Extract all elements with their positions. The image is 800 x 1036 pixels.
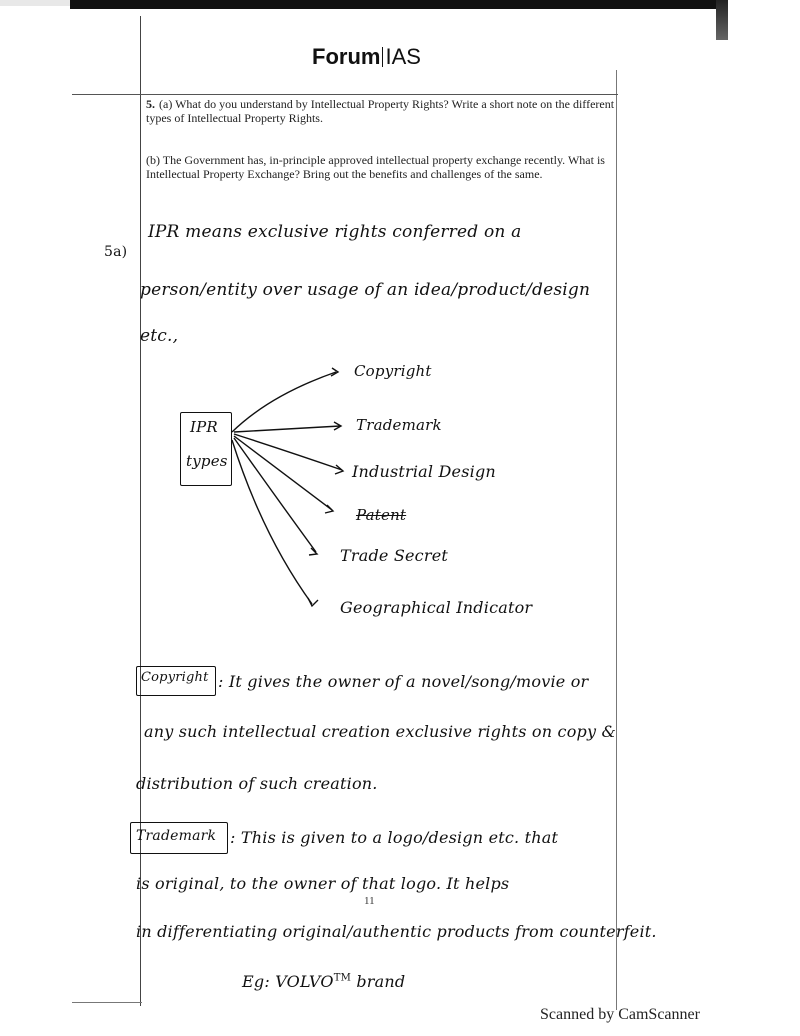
arrow-industrial-design: [234, 434, 342, 470]
arrow-trade-secret: [234, 438, 316, 552]
ipr-box-label: IPR: [190, 418, 218, 436]
type-trade-secret: Trade Secret: [340, 546, 448, 565]
page-number: 11: [364, 895, 375, 907]
arrow-copyright: [232, 372, 336, 432]
type-industrial-design: Industrial Design: [352, 462, 496, 481]
copyright-text-2: any such intellectual creation exclusive rights on copy &: [144, 722, 616, 741]
trademark-example: Eg: VOLVO™ brand: [242, 972, 406, 991]
trademark-text-3: in differentiating original/authentic products from counterfeit.: [136, 922, 657, 941]
question-part-b: (b) The Government has, in-principle approved intellectual property exchange recently. What is Intellectual Property Exchange? Bring out the benefits and challenges of the same.: [146, 153, 605, 181]
type-geographical-indicator: Geographical Indicator: [340, 598, 533, 617]
forumias-logo: Forum IAS: [312, 44, 421, 69]
arrow-patent: [234, 436, 332, 510]
copyright-text-3: distribution of such creation.: [136, 774, 378, 793]
answer-line-1: IPR means exclusive rights conferred on a: [148, 222, 522, 242]
trademark-text-2: is original, to the owner of that logo. It helps: [136, 874, 510, 893]
margin-label: 5a): [104, 244, 128, 260]
question-part-a: 5. (a) What do you understand by Intellectual Property Rights? Write a short note on the different types of Intellectual Property Rights.: [146, 97, 615, 125]
copyright-text-1: : It gives the owner of a novel/song/movie or: [218, 672, 589, 691]
type-copyright: Copyright: [354, 362, 432, 380]
answer-line-3: etc.,: [140, 326, 179, 346]
types-box-label: types: [186, 452, 228, 470]
type-trademark: Trademark: [356, 416, 442, 434]
answer-line-2: person/entity over usage of an idea/product/design: [140, 280, 591, 300]
trademark-label: Trademark: [136, 828, 217, 844]
trademark-text-1: : This is given to a logo/design etc. that: [230, 828, 559, 847]
copyright-label: Copyright: [141, 670, 209, 685]
camscanner-footer: Scanned by CamScanner: [540, 1006, 700, 1023]
type-patent: Patent: [356, 506, 407, 524]
arrow-trademark: [234, 426, 340, 432]
